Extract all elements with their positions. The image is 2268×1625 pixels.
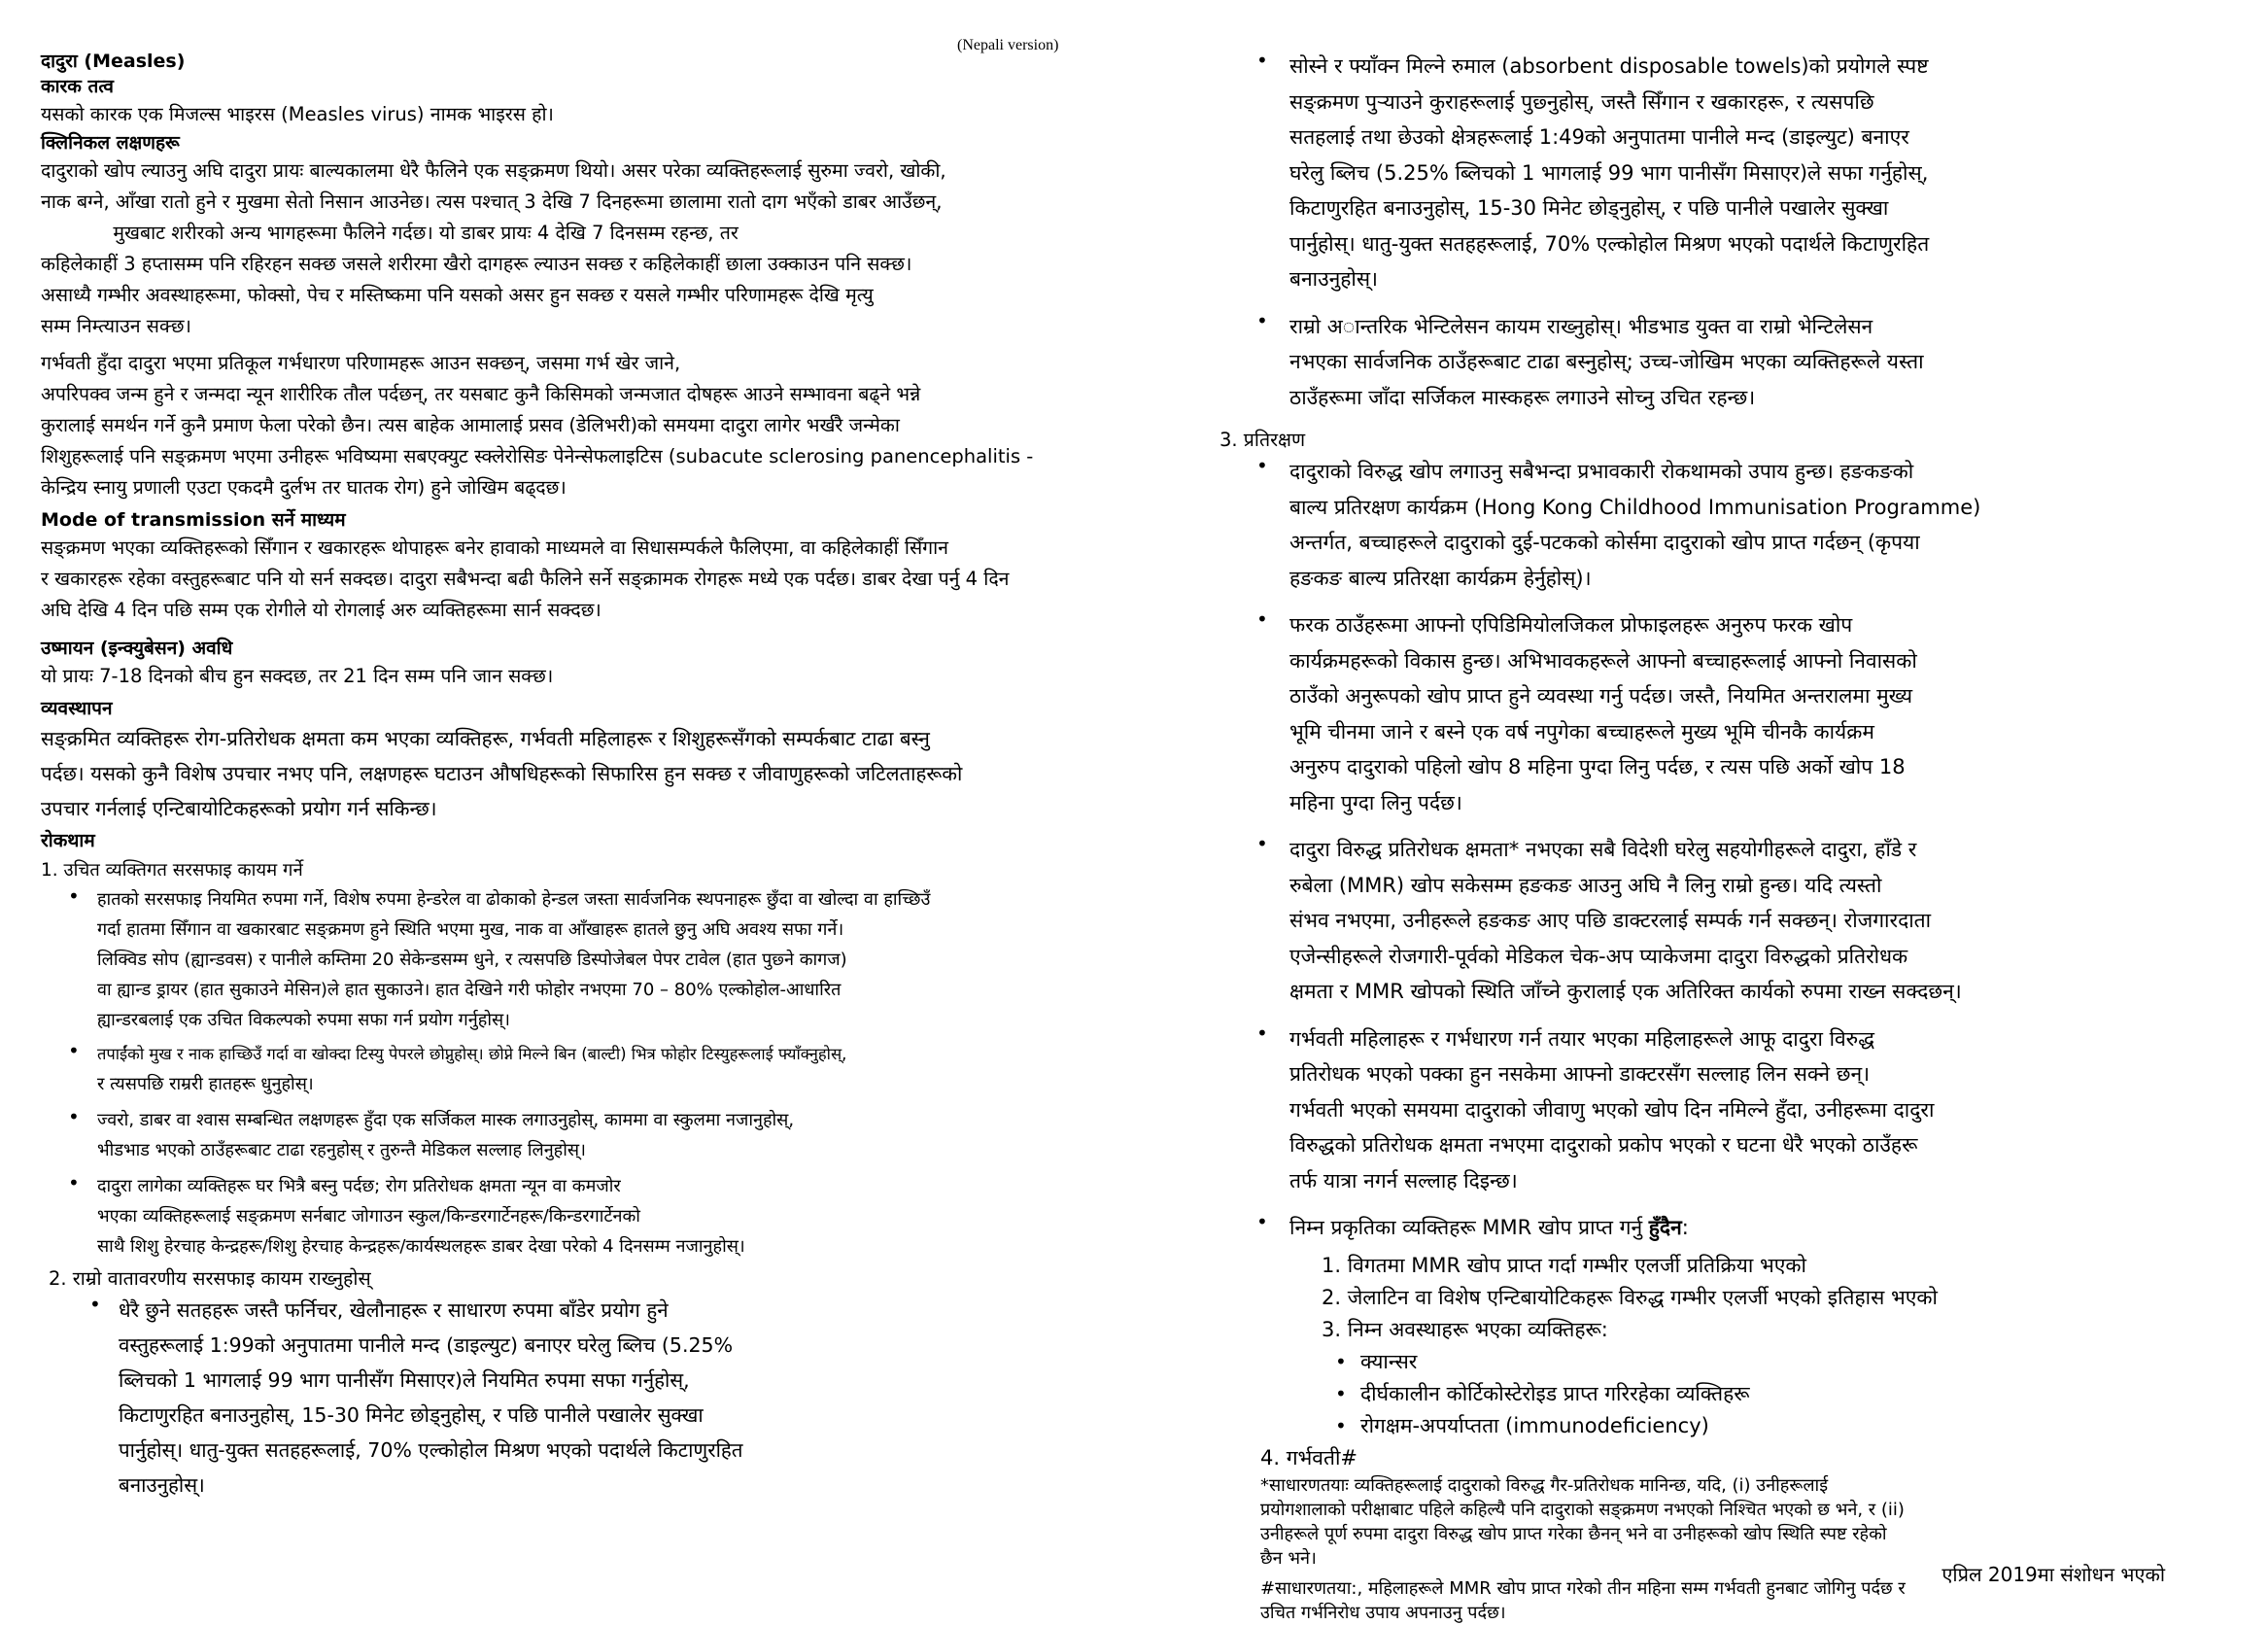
text-line: सम्म निम्त्याउन सक्छ। (41, 315, 191, 337)
text-line: गर्भवती हुँदा दादुरा भएमा प्रतिकूल गर्भधारण परिणामहरू आउन सक्छन्, जसमा गर्भ खेर जाने, (41, 352, 681, 374)
text-line: पर्दछ। यसको कुनै विशेष उपचार नभए पनि, लक्षणहरू घटाउन औषधिहरूको सिफारिस हुन सक्छ र जीवाणुहरूको जटिलताहरूको (41, 762, 963, 785)
text-line: गर्दा हातमा सिँगान वा खकारबाट सङ्क्रमण हुने स्थिति भएमा मुख, नाक वा आँखाहरू हातले छुनु अघि अवश्य सफा गर्ने। (97, 919, 844, 940)
text-line: किटाणुरहित बनाउनुहोस्, 15-30 मिनेट छोड्नुहोस्, र पछि पानीले पखालेर सुक्खा (119, 1403, 704, 1427)
hygiene-list (41, 884, 1158, 1262)
text-line: र त्यसपछि राम्ररी हातहरू धुनुहोस्। (97, 1074, 314, 1094)
list-item (97, 1105, 1158, 1165)
management-heading: व्यवस्थापन (41, 698, 113, 719)
text-line: वस्तुहरूलाई 1:99को अनुपातमा पानीले मन्द (डाइल्युट) बनाएर घरेलु ब्लिच (5.25% (119, 1333, 734, 1357)
text-line: सङ्क्रमण पुर्‍याउने कुराहरूलाई पुछ्नुहोस्, जस्तै सिँगान र खकारहरू, र त्यसपछि (1289, 89, 1874, 114)
text-line: मुखबाट शरीरको अन्य भागहरूमा फैलिने गर्दछ। यो डाबर प्रायः 4 देखि 7 दिनसम्म रहन्छ, तर (41, 222, 739, 244)
version-label: (Nepali version) (957, 37, 1059, 53)
incubation-text: यो प्रायः 7-18 दिनको बीच हुन सक्दछ, तर 21 दिन सम्म पनि जान सक्छ। (41, 665, 554, 687)
text-line: बनाउनुहोस्। (119, 1473, 205, 1497)
text-line: लिक्विड सोप (ह्यान्डवस) र पानीले कम्तिमा 20 सेकेन्डसम्म धुने, र त्यसपछि डिस्पोजेबल पेपर टावेल (हात पुछ्ने कागज) (97, 950, 847, 970)
list-item: • दीर्घकालीन कोर्टिकोस्टेरोइड प्राप्त गरिरहेका व्यक्तिहरू (1360, 1378, 2211, 1410)
text-line: हङकङ बाल्य प्रतिरक्षा कार्यक्रम हेर्नुहोस्)। (1289, 566, 1592, 590)
text-line: #साधारणतया:, महिलाहरूले MMR खोप प्राप्त गरेको तीन महिना सम्म गर्भवती हुनबाट जोगिनु पर्दछ र (1260, 1577, 1906, 1599)
list-item (1289, 309, 2211, 416)
text-line: • दादुराको विरुद्ध खोप लगाउनु सबैभन्दा प्रभावकारी रोकथामको उपाय हुन्छ। हङकङको (1289, 460, 1914, 483)
text-line: संभव नभएमा, उनीहरूले हङकङ आए पछि डाक्टरलाई सम्पर्क गर्न सक्छन्। रोजगारदाता (1289, 909, 1932, 932)
revision-note: एप्रिल 2019मा संशोधन भएको (1942, 1563, 2165, 1586)
list-item: • रोगक्षम-अपर्याप्तता (immunodeficiency) (1360, 1410, 2211, 1442)
text-line: रुबेला (MMR) खोप सकेसम्म हङकङ आउनु अघि नै लिनु राम्रो हुन्छ। यदि त्यस्तो (1289, 873, 1882, 897)
list-item (1289, 607, 2211, 820)
text-line: ह्यान्डरबलाई एक उचित विकल्पको रुपमा सफा गर्न प्रयोग गर्नुहोस्। (97, 1010, 510, 1030)
text-line: तर्फ यात्रा नगर्न सल्लाह दिइन्छ। (1289, 1168, 1518, 1193)
list-item (1289, 454, 2211, 596)
pregnancy-item: 4. गर्भवती# (1260, 1445, 1357, 1469)
list-item (1289, 832, 2211, 1010)
page-title: दादुरा (Measles) (41, 51, 186, 72)
text-line: • फरक ठाउँहरूमा आफ्नो एपिडिमियोलजिकल प्रोफाइलहरू अनुरुप फरक खोप (1289, 613, 1853, 637)
text-line: क्षमता र MMR खोपको स्थिति जाँच्ने कुरालाई एक अतिरिक्त कार्यको रुपमा राख्न सक्दछन्। (1289, 980, 1962, 1003)
text-line: प्रतिरोधक भएको पक्का हुन नसकेमा आफ्नो डाक्टरसँग सल्लाह लिन सक्ने छन्। (1289, 1062, 1871, 1086)
text-line: • सोस्ने र फ्याँक्न मिल्ने रुमाल (absorbent disposable towels)को प्रयोगले स्पष्ट (1289, 54, 1929, 78)
text-line: भूमि चीनमा जाने र बस्ने एक वर्ष नपुगेका बच्चाहरूले मुख्य भूमि चीनकै कार्यक्रम (1289, 719, 1874, 743)
text-line: अन्तर्गत, बच्चाहरूले दादुराको दुई-पटकको कोर्समा दादुराको खोप प्राप्त गर्दछन् (कृपया (1289, 531, 1920, 554)
text-line: नाक बग्ने, आँखा रातो हुने र मुखमा सेतो निसान आउनेछ। त्यस पश्चात् 3 देखि 7 दिनहरूमा छालामा रातो दाग भएँको डाबर आउँछन्, (41, 190, 943, 213)
left-column (41, 49, 1158, 1503)
text-line: अनुरुप दादुराको पहिलो खोप 8 महिना पुग्दा लिनु पर्दछ, र त्यस पछि अर्को खोप 18 (1289, 755, 1906, 778)
transmission-heading: Mode of transmission सर्ने माध्यम (41, 509, 346, 531)
text-line: घरेलु ब्लिच (5.25% ब्लिचको 1 भागलाई 99 भाग पानीसँग मिसाएर)ले सफा गर्नुहोस्, (1289, 160, 1929, 185)
environment-list (41, 1293, 1158, 1503)
list-item: 2. जेलाटिन वा विशेष एन्टिबायोटिकहरू विरुद्ध गम्भीर एलर्जी भएको इतिहास भएको (1322, 1285, 1938, 1309)
conditions-list (1220, 1346, 2211, 1442)
list-item (97, 1171, 1158, 1262)
text-line: • ज्वरो, डाबर वा श्वास सम्बन्धित लक्षणहरू हुँदा एक सर्जिकल मास्क लगाउनुहोस्, काममा वा स्कुलमा नजानुहोस्, (97, 1110, 795, 1130)
text-line: • तपाईंको मुख र नाक हाच्छिउँ गर्दा वा खोक्दा टिस्यु पेपरले छोप्नुहोस्। छोप्ने मिल्ने बिन (बाल्टी) भित्र फोहोर टिस्युहरूलाई फ्याँक्नुहोस्, (97, 1045, 847, 1063)
list-item (1289, 1210, 2211, 1246)
cause-text: यसको कारक एक मिजल्स भाइरस (Measles virus) नामक भाइरस हो। (41, 103, 554, 125)
text-line: • गर्भवती महिलाहरू र गर्भधारण गर्न तयार भएका महिलाहरूले आफू दादुरा विरुद्ध (1289, 1026, 1875, 1051)
text-line: शिशुहरूलाई पनि सङ्क्रमण भएमा उनीहरू भविष्यमा सबएक्युट स्क्लेरोसिङ पेनेन्सेफलाइटिस (subacute sclerosing panencephalitis - (41, 445, 1034, 467)
text-line: अपरिपक्व जन्म हुने र जन्मदा न्यून शारीरिक तौल पर्दछन्, तर यसबाट कुनै किसिमको जन्मजात दोषहरू आउने सम्भावना बढ्ने भन्ने (41, 383, 921, 405)
immunisation-list (1220, 454, 2211, 1246)
mmr-intro-emphasis: हुँदैन (1648, 1216, 1682, 1239)
mmr-intro-colon: : (1681, 1216, 1689, 1239)
text-line: • हातको सरसफाइ नियमित रुपमा गर्ने, विशेष रुपमा हेन्डरेल वा ढोकाको हेन्डल जस्ता सार्वजनिक स्थपनाहरू छुँदा वा खोल्दा वा हाच्छिउँ (97, 889, 931, 910)
list-item (119, 1293, 1158, 1503)
prevention-heading: रोकथाम (41, 830, 95, 851)
text-line: कार्यक्रमहरूको विकास हुन्छ। अभिभावकहरूले आफ्नो बच्चाहरूलाई आफ्नो निवासको (1289, 648, 1917, 673)
text-line: भीडभाड भएको ठाउँहरूबाट टाढा रहनुहोस् र तुरुन्तै मेडिकल सल्लाह लिनुहोस्। (97, 1140, 586, 1160)
text-line: असाध्यै गम्भीर अवस्थाहरूमा, फोक्सो, पेच र मस्तिष्कमा पनि यसको असर हुन सक्छ र यसले गम्भीर परिणामहरू देखि मृत्यु (41, 284, 874, 306)
environment-heading: 2. राम्रो वातावरणीय सरसफाइ कायम राख्नुहोस् (49, 1267, 371, 1290)
text-line: *साधारणतयाः व्यक्तिहरूलाई दादुराको विरुद्ध गैर-प्रतिरोधक मानिन्छ, यदि, (i) उनीहरूलाई (1260, 1474, 1829, 1496)
list-item (97, 1039, 1158, 1099)
text-line: भएका व्यक्तिहरूलाई सङ्क्रमण सर्नबाट जोगाउन स्कुल/किन्डरगार्टेनहरू/किन्डरगार्टेनको (97, 1206, 640, 1227)
text-line: साथै शिशु हेरचाह केन्द्रहरू/शिशु हेरचाह केन्द्रहरू/कार्यस्थलहरू डाबर देखा परेको 4 दिनसम्म नजानुहोस्। (97, 1236, 745, 1257)
text-line: ठाउँको अनुरूपको खोप प्राप्त हुने व्यवस्था गर्नु पर्दछ। जस्तै, नियमित अन्तरालमा मुख्य (1289, 684, 1913, 708)
text-line: • धेरै छुने सतहहरू जस्तै फर्निचर, खेलौनाहरू र साधारण रुपमा बाँडेर प्रयोग हुने (119, 1298, 669, 1322)
text-line: सङ्क्रमण भएका व्यक्तिहरूको सिँगान र खकारहरू थोपाहरू बनेर हावाको माध्यमले वा सिधासम्पर्कले फैलिएमा, वा कहिलेकाहीं सिँगान (41, 536, 948, 559)
text-line: केन्द्रिय स्नायु प्रणाली एउटा एकदमै दुर्लभ तर घातक रोग) हुने जोखिम बढ्दछ। (41, 476, 567, 499)
incubation-heading: उष्मायन (इन्क्युबेसन) अवधि (41, 638, 233, 659)
text-line: सतहलाई तथा छेउको क्षेत्रहरूलाई 1:49को अनुपातमा पानीले मन्द (डाइल्युट) बनाएर (1289, 125, 1909, 149)
text-line: • राम्रो अान्तरिक भेन्टिलेसन कायम राख्नुहोस्। भीडभाड युक्त वा राम्रो भेन्टिलेसन (1289, 314, 1873, 338)
text-line: बाल्य प्रतिरक्षण कार्यक्रम (Hong Kong Childhood Immunisation Programme) (1289, 495, 1981, 519)
right-column (1220, 49, 2211, 1625)
text-line: उनीहरूले पूर्ण रुपमा दादुरा विरुद्ध खोप प्राप्त गरेका छैनन् भने वा उनीहरूको खोप स्थिति स्पष्ट रहेको (1260, 1523, 1887, 1544)
text-line: कहिलेकाहीं 3 हप्तासम्म पनि रहिरहन सक्छ जसले शरीरमा खैरो दागहरू ल्याउन सक्छ र कहिलेकाहीं छाला उक्काउन पनि सक्छ। (41, 253, 912, 275)
note-non-immune (1220, 1473, 2211, 1571)
hygiene-heading: 1. उचित व्यक्तिगत सरसफाइ कायम गर्ने (41, 860, 303, 881)
text-line: बनाउनुहोस्। (1289, 267, 1378, 291)
list-item: 3. निम्न अवस्थाहरू भएका व्यक्तिहरू: (1322, 1317, 1608, 1341)
text-line: प्रयोगशालाको परीक्षाबाट पहिले कहिल्यै पनि दादुराको सङ्क्रमण नभएको निश्चित भएको छ भने, र (ii) (1260, 1499, 1905, 1520)
text-line: सङ्क्रमित व्यक्तिहरू रोग-प्रतिरोधक क्षमता कम भएका व्यक्तिहरू, गर्भवती महिलाहरू र शिशुहरूसँगको सम्पर्कबाट टाढा बस्नु (41, 727, 930, 750)
text-line: छैन भने। (1260, 1547, 1317, 1569)
text-line: वा ह्यान्ड ड्रायर (हात सुकाउने मेसिन)ले हात सुकाउने। हात देखिने गरी फोहोर नभएमा 70 – 80% एल्कोहोल-आधारित (97, 980, 842, 1000)
text-line: एजेन्सीहरूले रोजगारी-पूर्वको मेडिकल चेक-अप प्याकेजमा दादुरा विरुद्धको प्रतिरोधक (1289, 944, 1908, 968)
text-line: अघि देखि 4 दिन पछि सम्म एक रोगीले यो रोगलाई अरु व्यक्तिहरूमा सार्न सक्दछ। (41, 599, 601, 621)
text-line: • दादुरा विरुद्ध प्रतिरोधक क्षमता* नभएका सबै विदेशी घरेलु सहयोगीहरूले दादुरा, हाँडे र (1289, 838, 1917, 861)
text-line: उचित गर्भनिरोध उपाय अपनाउनु पर्दछ। (1260, 1602, 1506, 1623)
clinical-heading: क्लिनिकल लक्षणहरू (41, 132, 180, 154)
text-line: कुरालाई समर्थन गर्ने कुनै प्रमाण फेला परेको छैन। त्यस बाहेक आमालाई प्रसव (डेलिभरी)को समयमा दादुरा लागेर भर्खरै जन्मेका (41, 414, 900, 436)
transmission-text (41, 533, 1158, 626)
text-line: नभएका सार्वजनिक ठाउँहरूबाट टाढा बस्नुहोस्; उच्च-जोखिम भएका व्यक्तिहरूले यस्ता (1289, 350, 1924, 373)
mmr-intro-text: निम्न प्रकृतिका व्यक्तिहरू MMR खोप प्राप्त गर्नु (1289, 1216, 1649, 1239)
management-text (41, 721, 1158, 826)
list-item (1289, 49, 2211, 297)
text-line: • दादुरा लागेका व्यक्तिहरू घर भित्रै बस्नु पर्दछ; रोग प्रतिरोधक क्षमता न्यून वा कमजोर (97, 1176, 621, 1196)
text-line: र खकारहरू रहेका वस्तुहरूबाट पनि यो सर्न सक्दछ। दादुरा सबैभन्दा बढी फैलिने सर्ने सङ्क्रामक रोगहरू मध्ये एक पर्दछ। डाबर देखा पर्नु 4 दिन (41, 568, 1010, 590)
list-item: • क्यान्सर (1360, 1346, 2211, 1378)
text-line: विरुद्धको प्रतिरोधक क्षमता नभएमा दादुराको प्रकोप भएको र घटना धेरै भएको ठाउँहरू (1289, 1133, 1918, 1157)
text-line: गर्भवती भएको समयमा दादुराको जीवाणु भएको खोप दिन नमिल्ने हुँदा, उनीहरूमा दादुरा (1289, 1097, 1935, 1122)
text-line: पार्नुहोस्। धातु-युक्त सतहहरूलाई, 70% एल्कोहोल मिश्रण भएको पदार्थले किटाणुरहित (1289, 231, 1930, 256)
text-line: किटाणुरहित बनाउनुहोस्, 15-30 मिनेट छोड्नुहोस्, र पछि पानीले पखालेर सुक्खा (1289, 196, 1889, 220)
pregnancy-text (41, 348, 1158, 503)
mmr-contraindications-list (1220, 1250, 2211, 1346)
text-line: महिना पुग्दा लिनु पर्दछ। (1289, 790, 1462, 814)
mmr-intro (1289, 1210, 2211, 1246)
list-item (1289, 1021, 2211, 1199)
text-line: ठाउँहरूमा जाँदा सर्जिकल मास्कहरू लगाउने सोच्नु उचित रहन्छ। (1289, 385, 1756, 409)
list-item (97, 884, 1158, 1035)
text-line: दादुराको खोप ल्याउनु अघि दादुरा प्रायः बाल्यकालमा धेरै फैलिने एक सङ्क्रमण थियो। असर परेका व्यक्तिहरूलाई सुरुमा ज्वरो, खोकी, (41, 159, 946, 182)
list-item: 1. विगतमा MMR खोप प्राप्त गर्दा गम्भीर एलर्जी प्रतिक्रिया भएको (1322, 1253, 1806, 1277)
environment-list-continued (1220, 49, 2211, 415)
clinical-text (41, 156, 1158, 342)
text-line: उपचार गर्नलाई एन्टिबायोटिकहरूको प्रयोग गर्न सकिन्छ। (41, 797, 437, 820)
cause-heading: कारक तत्व (41, 76, 114, 97)
immunisation-heading: 3. प्रतिरक्षण (1220, 429, 1306, 451)
text-line: पार्नुहोस्। धातु-युक्त सतहहरूलाई, 70% एल्कोहोल मिश्रण भएको पदार्थले किटाणुरहित (119, 1438, 743, 1462)
text-line: ब्लिचको 1 भागलाई 99 भाग पानीसँग मिसाएर)ले नियमित रुपमा सफा गर्नुहोस्, (119, 1368, 690, 1392)
